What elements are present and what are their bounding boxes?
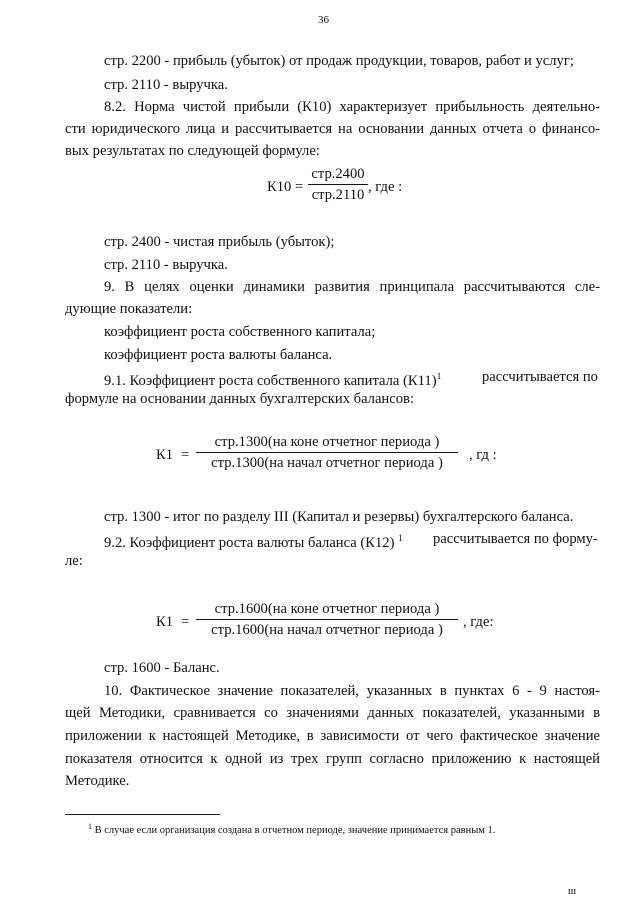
line-2110: стр. 2110 - выручка. [104,77,228,93]
formula-k11-tail: , гд : [469,447,497,463]
formula-k12-tail: , где: [463,614,494,630]
line-2200: стр. 2200 - прибыль (убыток) от продаж продукции, товаров, работ и услуг; [104,53,574,69]
paragraph-10-line-1: 10. Фактическое значение показателей, указанных в пунктах 6 - 9 настоя- [104,683,600,699]
paragraph-9-2-line-1-end: рассчитывается по форму- [433,531,598,547]
indicator-balance-growth: коэффициент роста валюты баланса. [104,347,333,363]
formula-k12-fraction [196,599,458,640]
paragraph-9-1-line-1 [104,367,441,391]
formula-k10-denominator: стр.2110 [311,187,365,203]
paragraph-8-2-line-1: 8.2. Норма чистой прибыли (К10) характеризует прибыльность деятельно- [104,99,600,115]
formula-k11-fraction [196,432,458,473]
paragraph-9-1-line-1-end: рассчитывается по [482,369,598,385]
paragraph-9-2-line-1 [104,529,403,553]
paragraph-9-1-line-2: формуле на основании данных бухгалтерских балансов: [65,391,414,407]
indicator-equity-growth: коэффициент роста собственного капитала; [104,324,376,340]
page-number: 36 [318,14,329,26]
formula-k12-denominator: стр.1600(на начал отчетног периода ) [211,622,443,638]
paragraph-10-line-3: приложении к настоящей Методике, в зависимости от чего фактическое значение [65,728,600,744]
footnote-ref-9-1: 1 [436,372,442,382]
formula-k12-lhs: К1 [156,614,174,630]
formula-k10-fraction [308,164,368,205]
formula-k10-numerator: стр.2400 [311,166,365,182]
line-2400: стр. 2400 - чистая прибыль (убыток); [104,234,335,250]
formula-k11-eq: = [181,447,190,463]
paragraph-10-line-4: показателя относится к одной из трех групп согласно приложению к настоящей [65,751,600,767]
paragraph-8-2-line-3: вых результатах по следующей формуле: [65,143,320,159]
footnote-text: В случае если организация создана в отчетном периоде, значение принимается равным 1. [94,825,496,836]
formula-k11-lhs: К1 [156,447,174,463]
paragraph-8-2-line-2: сти юридического лица и рассчитывается на основании данных отчета о финансо- [65,121,600,137]
paragraph-9-line-1: 9. В целях оценки динамики развития принципала рассчитываются сле- [104,279,600,295]
formula-k11-numerator: стр.1300(на коне отчетног периода ) [214,434,440,450]
footnote [88,822,495,836]
footnote-separator [65,814,220,815]
formula-k12-numerator: стр.1600(на коне отчетног периода ) [214,601,440,617]
footnote-mark: 1 [88,822,92,831]
paragraph-9-2-text: 9.2. Коэффициент роста валюты баланса (К12) [104,535,395,551]
formula-k11-denominator: стр.1300(на начал отчетног периода ) [211,455,443,471]
paragraph-9-line-2: дующие показатели: [65,301,193,317]
paragraph-9-1-text: 9.1. Коэффициент роста собственного капитала (К11) [104,373,437,389]
line-1600: стр. 1600 - Баланс. [104,660,220,676]
formula-k10-tail: , где : [368,179,403,195]
line-2110-b: стр. 2110 - выручка. [104,257,228,273]
footnote-ref-9-2: 1 [398,534,403,544]
paragraph-10-line-5: Методике. [65,773,130,789]
formula-k12-eq: = [181,614,190,630]
corner-mark: ш [568,886,577,897]
paragraph-10-line-2: щей Методики, сравнивается со значениями данных показателей, указанными в [65,705,600,721]
formula-k10-lhs: К10 = [267,179,304,195]
paragraph-9-2-line-2: ле: [65,553,83,569]
line-1300: стр. 1300 - итог по разделу III (Капитал и резервы) бухгалтерского баланса. [104,509,574,525]
